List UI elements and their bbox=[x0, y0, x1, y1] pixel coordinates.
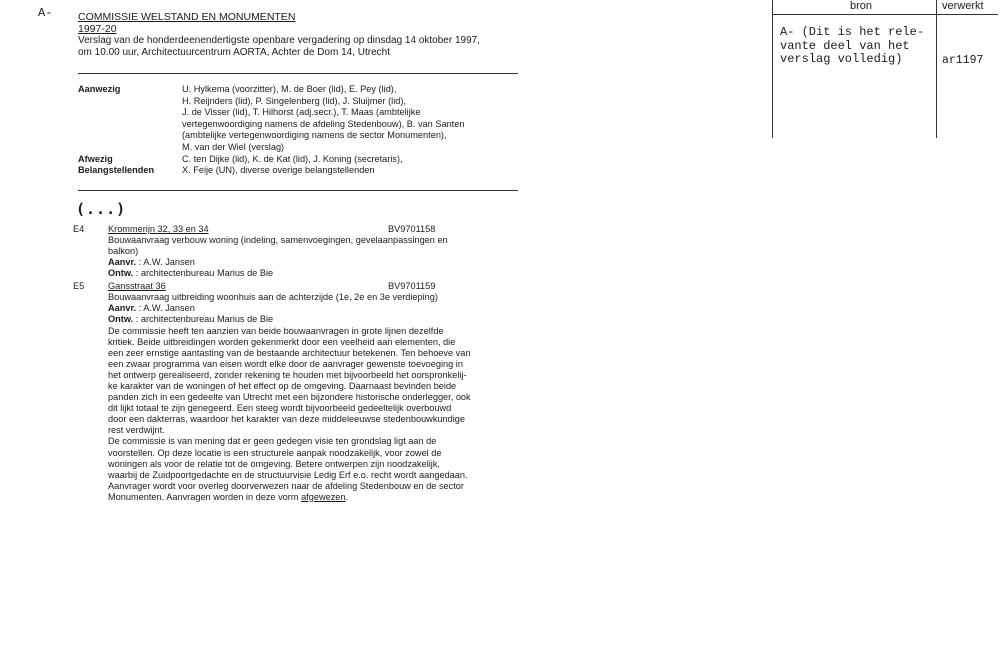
ellipsis: (...) bbox=[76, 200, 127, 218]
text-line: De commissie heeft ten aanzien van beide bouwaanvragen in grote lijnen dezelfde bbox=[108, 326, 444, 336]
archive-code: ar1197 bbox=[942, 54, 984, 67]
present-line: vertegenwoordiging namens de afdeling Stedenbouw), B. van Santen bbox=[182, 118, 465, 129]
present-line: M. van der Wiel (verslag) bbox=[182, 141, 285, 152]
absent-row bbox=[78, 154, 518, 166]
present-line: (ambtelijke vertegenwoordiging namens de sector Monumenten), bbox=[182, 130, 447, 141]
case-number: BV9701158 bbox=[388, 224, 436, 234]
case-description: Bouwaanvraag verbouw woning (indeling, samenvoegingen, gevelaanpassingen en bbox=[108, 235, 448, 246]
interested-label: Belangstellenden bbox=[78, 165, 155, 176]
text-line: Aanvrager wordt voor overleg doorverwezen naar de afdeling Stedenbouw en de sector bbox=[108, 480, 464, 491]
text-line: een zwaar programma van eisen wordt elke door de aanvrager gewenste toevoeging in bbox=[108, 359, 463, 370]
absent-label: Afwezig bbox=[78, 153, 113, 164]
text-line: het ontwerp gerealiseerd, zonder rekening te houden met bijvoorbeeld het oorspronkelij- bbox=[108, 370, 467, 381]
case-address: Gansstraat 36 bbox=[108, 281, 166, 291]
case-item bbox=[73, 281, 523, 325]
text-line: panden zich in een gedeelte van Utrecht met een bijzondere historische onderlegger, ook bbox=[108, 392, 471, 403]
case-address: Krommerijn 32, 33 en 34 bbox=[108, 224, 209, 234]
margin-mark: A- bbox=[38, 6, 53, 20]
designer-value: : architectenbureau Marius de Bie bbox=[135, 268, 274, 279]
table-border-left bbox=[772, 0, 773, 138]
divider-bottom bbox=[78, 190, 518, 191]
present-label: Aanwezig bbox=[78, 84, 121, 94]
note-line: verslag volledig) bbox=[780, 52, 903, 66]
commission-verdict bbox=[108, 326, 518, 503]
case-item bbox=[73, 224, 523, 279]
present-line: H. Reijnders (lid), P. Singelenberg (lid), J. Sluijmer (lid), bbox=[182, 95, 406, 106]
applicant-label: Aanvr. bbox=[108, 257, 137, 268]
meeting-line-1: Verslag van de honderdeenendertigste openbare vergadering op dinsdag 14 oktober 1997, bbox=[78, 35, 480, 46]
text-line: woningen als voor de relatie tot de omgeving. Betere ontwerpen zijn noodzakelijk, bbox=[108, 458, 440, 469]
interested-line: X. Feije (UN), diverse overige belangstellenden bbox=[182, 165, 375, 176]
present-line: J. de Visser (lid), T. Hilhorst (adj.secr.), T. Maas (ambtelijke bbox=[182, 107, 421, 118]
note-line: A- (Dit is het rele- bbox=[780, 25, 925, 39]
final-suffix: . bbox=[345, 491, 349, 502]
applicant-value: : A.W. Jansen bbox=[138, 257, 195, 268]
meeting-line-2: om 10.00 uur, Architectuurcentrum AORTA, Achter de Dom 14, Utrecht bbox=[78, 46, 390, 58]
archive-table bbox=[772, 0, 998, 138]
text-line: voorstellen. Op deze locatie is een structurele aanpak noodzakelijk, voor zowel de bbox=[108, 447, 442, 458]
interested-row bbox=[78, 165, 518, 177]
decision-word: afgewezen bbox=[301, 491, 346, 502]
processed-column-header: verwerkt bbox=[942, 0, 984, 12]
text-line: kritiek. Beide uitbreidingen worden gekenmerkt door een veelheid aan elementen, die bbox=[108, 337, 456, 348]
present-line: U. Hylkema (voorzitter), M. de Boer (lid), E. Pey (lid), bbox=[182, 84, 397, 94]
attendance-block bbox=[78, 84, 518, 177]
divider-top bbox=[78, 73, 518, 74]
text-line: door een dakterras, waardoor het karakter van deze middeleeuwse stedenbouwkundige bbox=[108, 414, 466, 425]
designer-label: Ontw. bbox=[108, 314, 134, 325]
text-line: ke karakter van de woningen of het effect op de omgeving. Daarnaast bevinden beide bbox=[108, 381, 457, 392]
case-description: Bouwaanvraag uitbreiding woonhuis aan de achterzijde (1e, 2e en 3e verdieping) bbox=[108, 292, 438, 303]
text-line: rest verdwijnt. bbox=[108, 425, 165, 436]
designer-value: : architectenbureau Marius de Bie bbox=[135, 314, 274, 325]
text-line: dit lijkt totaal te zijn genegeerd. Een steeg wordt bijvoorbeeld gedeeltelijk overbouwd bbox=[108, 403, 452, 414]
final-prefix: Monumenten. Aanvragen worden in deze vorm bbox=[108, 491, 302, 502]
report-header bbox=[78, 12, 518, 58]
applicant-value: : A.W. Jansen bbox=[138, 303, 195, 314]
text-line: een zeer ernstige aantasting van de bestaande architectuur betekenen. Ten behoeve van bbox=[108, 348, 471, 359]
commission-title: COMMISSIE WELSTAND EN MONUMENTEN bbox=[78, 11, 296, 23]
text-line: waarbij de Zuidpoortgedachte en de structuurvisie Ledig Erf e.o. recht wordt aangedaan. bbox=[108, 469, 468, 480]
case-description: balkon) bbox=[108, 246, 139, 257]
text-line: De commissie is van mening dat er geen gedegen visie ten grondslag ligt aan de bbox=[108, 436, 437, 447]
source-column-header: bron bbox=[850, 0, 873, 12]
case-code: E4 bbox=[73, 224, 85, 234]
note-line: vante deel van het bbox=[780, 38, 910, 53]
present-row bbox=[78, 84, 518, 154]
case-code: E5 bbox=[73, 281, 85, 291]
table-column-divider bbox=[936, 0, 937, 138]
designer-label: Ontw. bbox=[108, 268, 134, 279]
absent-line: C. ten Dijke (lid), K. de Kat (lid), J. Koning (secretaris), bbox=[182, 153, 403, 164]
text-line-final bbox=[108, 492, 518, 503]
table-header-rule bbox=[772, 14, 998, 15]
report-number: 1997-20 bbox=[78, 22, 117, 35]
source-note bbox=[780, 26, 930, 67]
applicant-label: Aanvr. bbox=[108, 303, 137, 314]
case-number: BV9701159 bbox=[388, 281, 436, 291]
